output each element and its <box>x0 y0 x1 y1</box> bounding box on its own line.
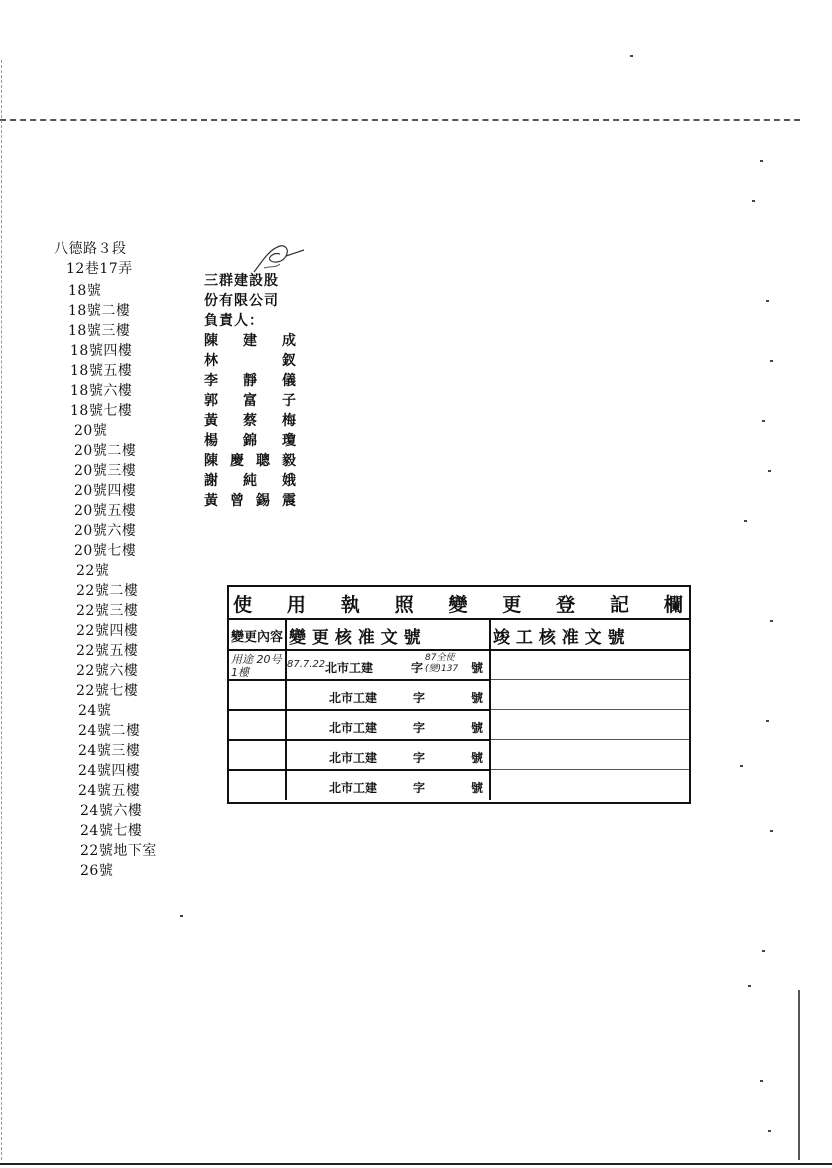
representative-name: 陳 建 成 <box>204 333 296 349</box>
address-item: 22號 <box>76 563 110 579</box>
address-item: 18號五樓 <box>70 363 133 379</box>
table-rule <box>227 679 491 681</box>
row-office: 北市工建 <box>329 751 378 765</box>
scan-left-edge <box>1 60 2 1160</box>
scan-speck <box>768 470 771 472</box>
representative-name: 林 釵 <box>204 353 296 369</box>
address-item: 20號三樓 <box>74 463 137 479</box>
header-change-content: 變更內容 <box>231 630 284 645</box>
scan-bottom-edge <box>0 1163 832 1165</box>
row-content-handwritten: 用途 20号1樓 <box>231 653 282 679</box>
address-item: 20號七樓 <box>74 543 137 559</box>
row-office: 北市工建 <box>329 781 378 795</box>
scan-speck <box>762 950 765 952</box>
scan-speck <box>770 360 773 362</box>
scan-right-edge <box>798 990 800 1160</box>
row-zi: 字 <box>413 751 426 765</box>
row-hao: 號 <box>471 721 484 735</box>
scan-speck <box>740 765 743 767</box>
row-number-handwritten: 87全使 (變)137 <box>425 653 459 674</box>
address-item: 24號六樓 <box>80 803 143 819</box>
header-change-approval-no: 變 更 核 准 文 號 <box>289 628 421 648</box>
address-item: 20號二樓 <box>74 443 137 459</box>
scan-speck <box>180 915 183 917</box>
scan-speck <box>768 1130 771 1132</box>
address-item: 24號七樓 <box>80 823 143 839</box>
address-item: 12巷17弄 <box>66 261 133 277</box>
table-rule <box>227 709 491 711</box>
scan-fold-line <box>0 119 800 121</box>
scan-speck <box>762 420 765 422</box>
header-completion-approval-no: 竣 工 核 准 文 號 <box>493 628 625 648</box>
address-item: 18號七樓 <box>70 403 133 419</box>
table-rule <box>491 739 689 740</box>
scan-speck <box>752 200 755 202</box>
address-item: 24號三樓 <box>78 743 141 759</box>
row-hao: 號 <box>471 691 484 705</box>
permit-change-table <box>227 585 689 802</box>
company-name-line: 三群建設股 <box>204 273 279 289</box>
address-item: 18號二樓 <box>68 303 131 319</box>
stamp-scribble <box>250 242 306 276</box>
row-zi: 字 <box>413 781 426 795</box>
row-hao: 號 <box>471 661 484 675</box>
row-office: 北市工建 <box>325 661 374 675</box>
row-hao: 號 <box>471 781 484 795</box>
address-item: 24號五樓 <box>78 783 141 799</box>
address-item: 22號七樓 <box>76 683 139 699</box>
scan-speck <box>748 985 751 987</box>
table-title: 使 用 執 照 變 更 登 記 欄 <box>233 594 683 616</box>
address-item: 18號 <box>68 283 102 299</box>
table-rule <box>489 618 491 800</box>
address-item: 八德路３段 <box>54 241 127 257</box>
representative-name: 謝 純 娥 <box>204 473 296 489</box>
row-office: 北市工建 <box>329 691 378 705</box>
scan-speck <box>760 1080 763 1082</box>
representative-name: 陳 慶 聰 毅 <box>204 453 296 469</box>
table-rule <box>227 769 491 771</box>
row-zi: 字 <box>413 691 426 705</box>
representative-name: 黃 蔡 梅 <box>204 413 296 429</box>
table-rule <box>491 709 689 710</box>
scan-speck <box>766 720 769 722</box>
address-item: 22號二樓 <box>76 583 139 599</box>
scan-speck <box>766 300 769 302</box>
scan-speck <box>760 160 763 162</box>
table-rule <box>285 618 287 800</box>
address-item: 22號四樓 <box>76 623 139 639</box>
address-item: 22號三樓 <box>76 603 139 619</box>
address-item: 24號四樓 <box>78 763 141 779</box>
company-name-line: 份有限公司 <box>204 293 279 309</box>
address-item: 20號 <box>74 423 108 439</box>
address-item: 24號二樓 <box>78 723 141 739</box>
address-item: 18號四樓 <box>70 343 133 359</box>
address-item: 22號地下室 <box>80 843 157 859</box>
address-item: 20號六樓 <box>74 523 137 539</box>
row-office: 北市工建 <box>329 721 378 735</box>
scan-speck <box>770 620 773 622</box>
row-zi: 字 <box>413 721 426 735</box>
representative-name: 楊 錦 瓊 <box>204 433 296 449</box>
scan-speck <box>630 55 633 57</box>
representative-name: 郭 富 子 <box>204 393 296 409</box>
row-hao: 號 <box>471 751 484 765</box>
table-rule <box>227 649 689 651</box>
address-item: 22號五樓 <box>76 643 139 659</box>
representative-label: 負責人： <box>204 313 264 329</box>
table-rule <box>227 739 491 741</box>
representative-name: 李 靜 儀 <box>204 373 296 389</box>
address-item: 20號五樓 <box>74 503 137 519</box>
address-item: 18號三樓 <box>68 323 131 339</box>
address-item: 18號六樓 <box>70 383 133 399</box>
address-item: 20號四樓 <box>74 483 137 499</box>
address-item: 22號六樓 <box>76 663 139 679</box>
row-zi: 字 <box>411 661 424 675</box>
address-item: 24號 <box>78 703 112 719</box>
table-rule <box>491 769 689 770</box>
address-item: 26號 <box>80 863 114 879</box>
table-rule <box>227 618 689 620</box>
row-date-handwritten: 87.7.22 <box>287 659 326 670</box>
table-rule <box>491 679 689 680</box>
representative-name: 黃 曾 錫 震 <box>204 493 296 509</box>
scan-speck <box>744 520 747 522</box>
scan-speck <box>770 830 773 832</box>
